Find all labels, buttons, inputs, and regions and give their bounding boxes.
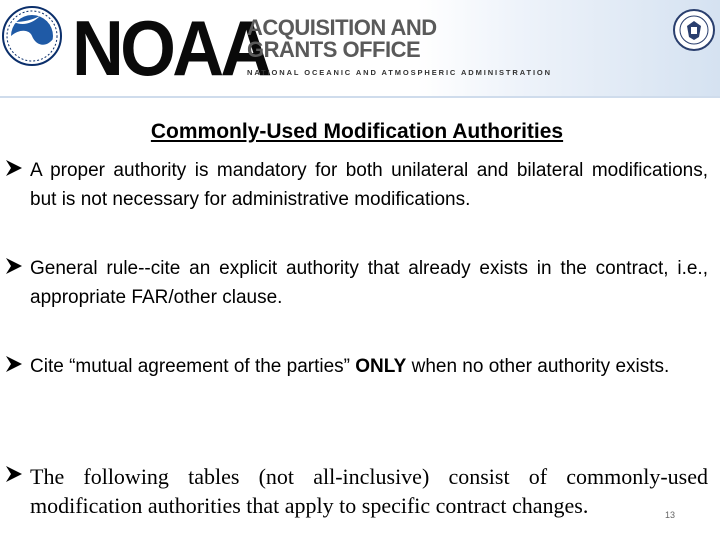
- bullet-text-after: when no other authority exists.: [406, 356, 670, 377]
- bullet-item: [4, 462, 708, 520]
- commerce-seal-icon: [672, 8, 716, 52]
- noaa-emblem-icon: [2, 6, 62, 66]
- agency-subtitle: NATIONAL OCEANIC AND ATMOSPHERIC ADMINISTRATION: [247, 68, 552, 77]
- page-number: 13: [665, 510, 676, 520]
- agency-title-line1: ACQUISITION AND: [247, 15, 437, 40]
- arrow-bullet-icon: [4, 464, 24, 484]
- bullet-text: The following tables (not all-inclusive) consist of commonly-used modification authorities that apply to specific contract changes.: [30, 464, 708, 518]
- bullet-item: [4, 156, 708, 214]
- header-divider: [0, 96, 720, 98]
- bullet-text-emphasis: ONLY: [355, 356, 407, 377]
- slide-title: Commonly-Used Modification Authorities: [150, 120, 564, 143]
- agency-title: [247, 17, 437, 61]
- bullet-text: [30, 352, 708, 381]
- arrow-bullet-icon: [4, 158, 24, 178]
- agency-title-line2: GRANTS OFFICE: [247, 37, 421, 62]
- bullet-text: General rule--cite an explicit authority that already exists in the contract, i.e., appropriate FAR/other clause.: [30, 258, 708, 308]
- bullet-text-before: Cite “mutual agreement of the parties”: [30, 356, 356, 377]
- bullet-item: [4, 254, 708, 312]
- bullet-item: [4, 352, 708, 381]
- arrow-bullet-icon: [4, 354, 24, 374]
- bullet-text: A proper authority is mandatory for both unilateral and bilateral modifications, but is not necessary for administrative modifications.: [30, 160, 708, 210]
- noaa-wordmark: NOAA: [72, 4, 269, 92]
- arrow-bullet-icon: [4, 256, 24, 276]
